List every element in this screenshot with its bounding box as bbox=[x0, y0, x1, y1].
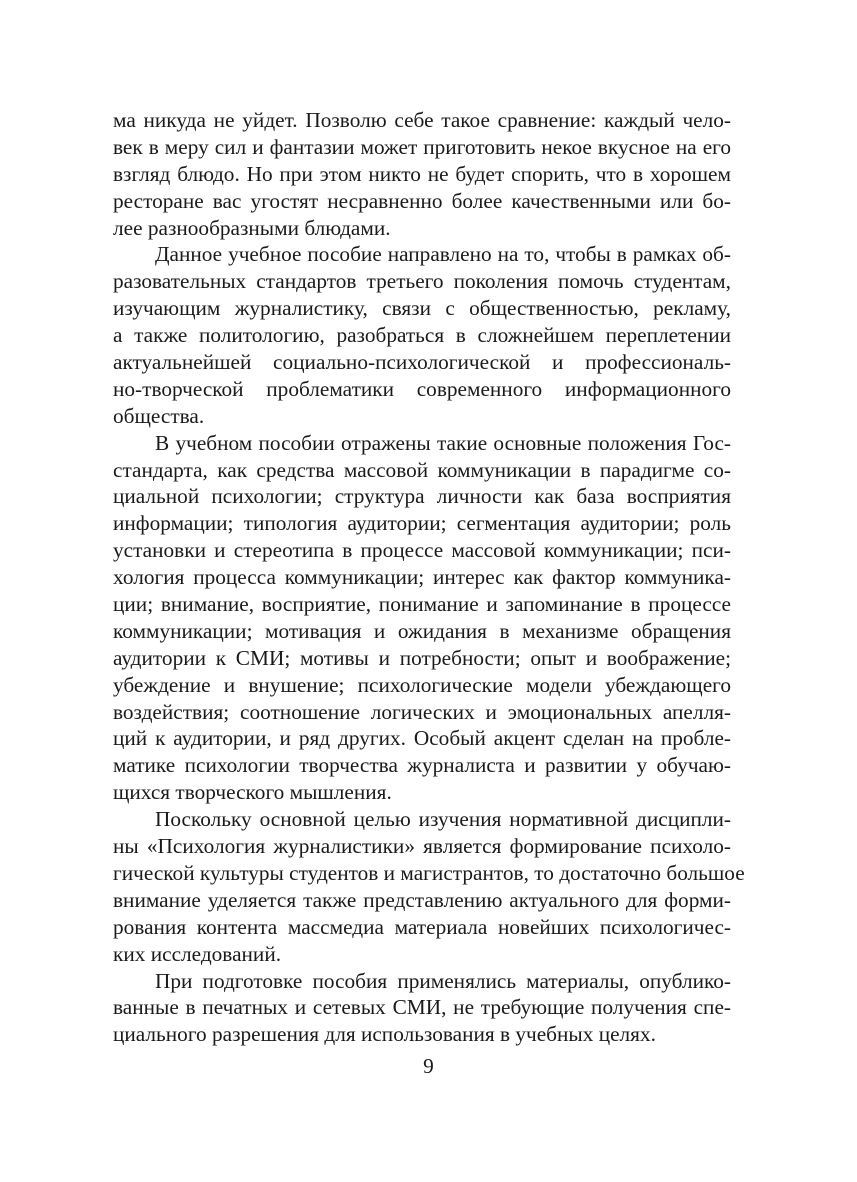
text-line: аудитории к СМИ; мотивы и потребности; опыт и воображение; bbox=[113, 645, 731, 670]
paragraph bbox=[113, 968, 731, 1049]
text-line: разовательных стандартов третьего поколения помочь студентам, bbox=[113, 269, 731, 294]
paragraph bbox=[113, 107, 731, 241]
text-line: циального разрешения для использования в учебных целях. bbox=[113, 1022, 656, 1047]
paragraph bbox=[113, 806, 745, 967]
text-line: В учебном пособии отражены такие основные положения Гос- bbox=[155, 430, 731, 455]
text-line: лее разнообразными блюдами. bbox=[113, 215, 391, 240]
text-line: но-творческой проблематики современного информационного bbox=[113, 376, 731, 401]
text-line: матике психологии творчества журналиста и развитии у обучаю- bbox=[113, 753, 731, 778]
text-line: а также политологию, разобраться в сложнейшем переплетении bbox=[113, 323, 731, 348]
text-line: щихся творческого мышления. bbox=[113, 780, 392, 805]
text-line: стандарта, как средства массовой коммуникации в парадигме со- bbox=[113, 457, 731, 482]
text-line: ма никуда не уйдет. Позволю себе такое сравнение: каждый чело- bbox=[113, 108, 731, 132]
text-line: убеждение и внушение; психологические модели убеждающего bbox=[113, 672, 731, 697]
paragraph bbox=[113, 430, 731, 806]
text-line: общества. bbox=[113, 403, 205, 428]
text-line: установки и стереотипа в процессе массовой коммуникации; пси- bbox=[113, 538, 731, 563]
text-line: гической культуры студентов и магистрантов, то достаточно большое bbox=[113, 860, 745, 885]
page-body bbox=[113, 107, 745, 1048]
text-line: век в меру сил и фантазии может приготовить некое вкусное на его bbox=[113, 134, 731, 159]
text-line: изучающим журналистику, связи с общественностью, рекламу, bbox=[113, 296, 731, 321]
text-line: коммуникации; мотивация и ожидания в механизме обращения bbox=[113, 618, 731, 643]
text-line: хология процесса коммуникации; интерес как фактор коммуника- bbox=[113, 565, 731, 590]
text-line: актуальнейшей социально-психологической и профессиональ- bbox=[113, 350, 731, 375]
text-line: ций к аудитории, и ряд других. Особый акцент сделан на пробле- bbox=[113, 726, 731, 751]
text-line: циальной психологии; структура личности как база восприятия bbox=[113, 484, 731, 509]
text-line: ны «Психология журналистики» является формирование психоло- bbox=[113, 834, 731, 859]
text-line: воздействия; соотношение логических и эмоциональных апелля- bbox=[113, 699, 731, 724]
text-line: При подготовке пособия применялись материалы, опублико- bbox=[155, 968, 731, 993]
text-line: Поскольку основной целью изучения нормативной дисципли- bbox=[155, 807, 731, 832]
text-line: Данное учебное пособие направлено на то, чтобы в рамках об- bbox=[155, 242, 731, 267]
text-line: ции; внимание, восприятие, понимание и запоминание в процессе bbox=[113, 592, 731, 617]
text-line: взгляд блюдо. Но при этом никто не будет спорить, что в хорошем bbox=[113, 161, 731, 186]
page-number: 9 bbox=[423, 1054, 434, 1078]
text-line: ванные в печатных и сетевых СМИ, не требующие получения спе- bbox=[113, 995, 731, 1020]
paragraph bbox=[113, 241, 731, 429]
text-line: внимание уделяется также представлению актуального для форми- bbox=[113, 887, 731, 912]
text-line: ресторане вас угостят несравненно более качественными или бо- bbox=[113, 188, 731, 213]
text-line: информации; типология аудитории; сегментация аудитории; роль bbox=[113, 511, 731, 536]
text-line: рования контента массмедиа материала новейших психологичес- bbox=[113, 914, 731, 939]
text-line: ких исследований. bbox=[113, 941, 282, 966]
